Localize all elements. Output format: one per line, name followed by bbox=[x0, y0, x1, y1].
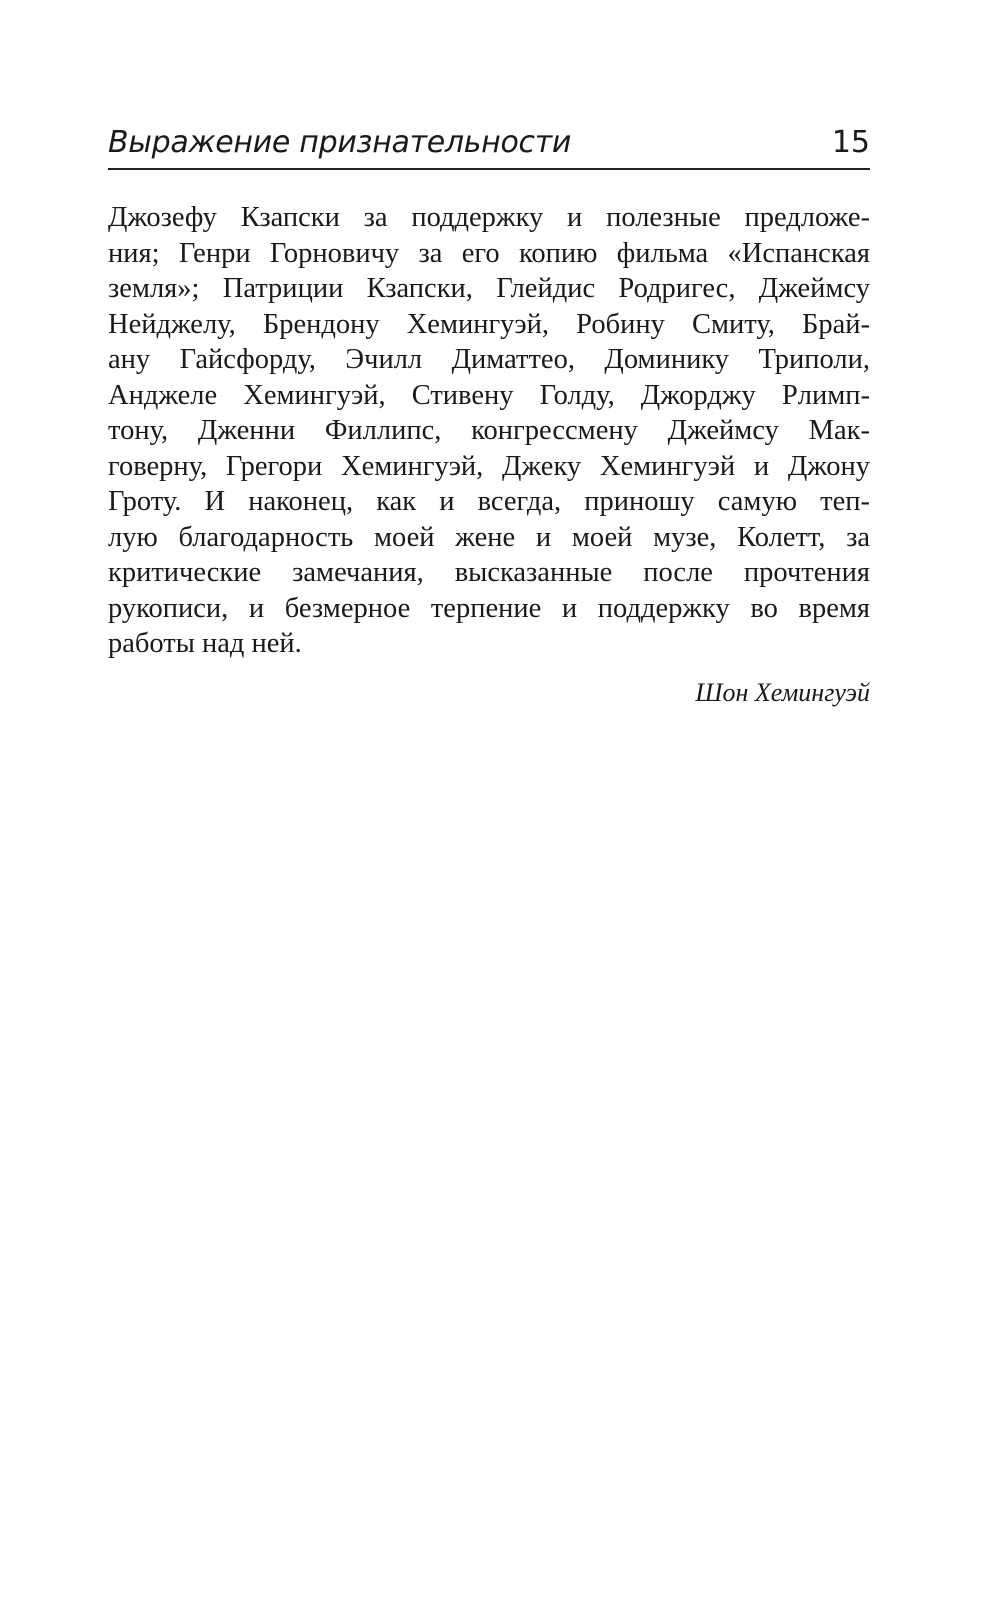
author-signature: Шон Хемингуэй bbox=[695, 678, 870, 707]
text-line: ану Гайсфорду, Эчилл Диматтео, Доминику Триполи, bbox=[108, 344, 870, 375]
text-line: работы над ней. bbox=[108, 628, 302, 659]
running-header bbox=[108, 118, 870, 170]
text-line: критические замечания, высказанные после прочтения bbox=[108, 557, 870, 588]
text-line: земля»; Патриции Кзапски, Глейдис Родригес, Джеймсу bbox=[108, 273, 870, 304]
text-line: Джозефу Кзапски за поддержку и полезные предложе- bbox=[108, 202, 870, 233]
text-line: рукописи, и безмерное терпение и поддержку во время bbox=[108, 592, 870, 624]
text-line: говерну, Грегори Хемингуэй, Джеку Хемингуэй и Джону bbox=[108, 450, 870, 482]
text-line: Анджеле Хемингуэй, Стивену Голду, Джорджу Рлимп- bbox=[108, 379, 870, 411]
text-line: Гроту. И наконец, как и всегда, приношу самую теп- bbox=[108, 486, 870, 517]
acknowledgments-paragraph bbox=[108, 200, 870, 662]
page-number: 15 bbox=[831, 125, 870, 160]
text-line: Нейджелу, Брендону Хемингуэй, Робину Смиту, Брай- bbox=[108, 308, 870, 340]
running-title: Выражение признательности bbox=[108, 125, 572, 160]
text-line: тону, Дженни Филлипс, конгрессмену Джеймсу Мак- bbox=[108, 415, 870, 446]
text-line: ния; Генри Горновичу за его копию фильма «Испанская bbox=[108, 237, 870, 269]
text-line: лую благодарность моей жене и моей музе, Колетт, за bbox=[108, 521, 870, 553]
